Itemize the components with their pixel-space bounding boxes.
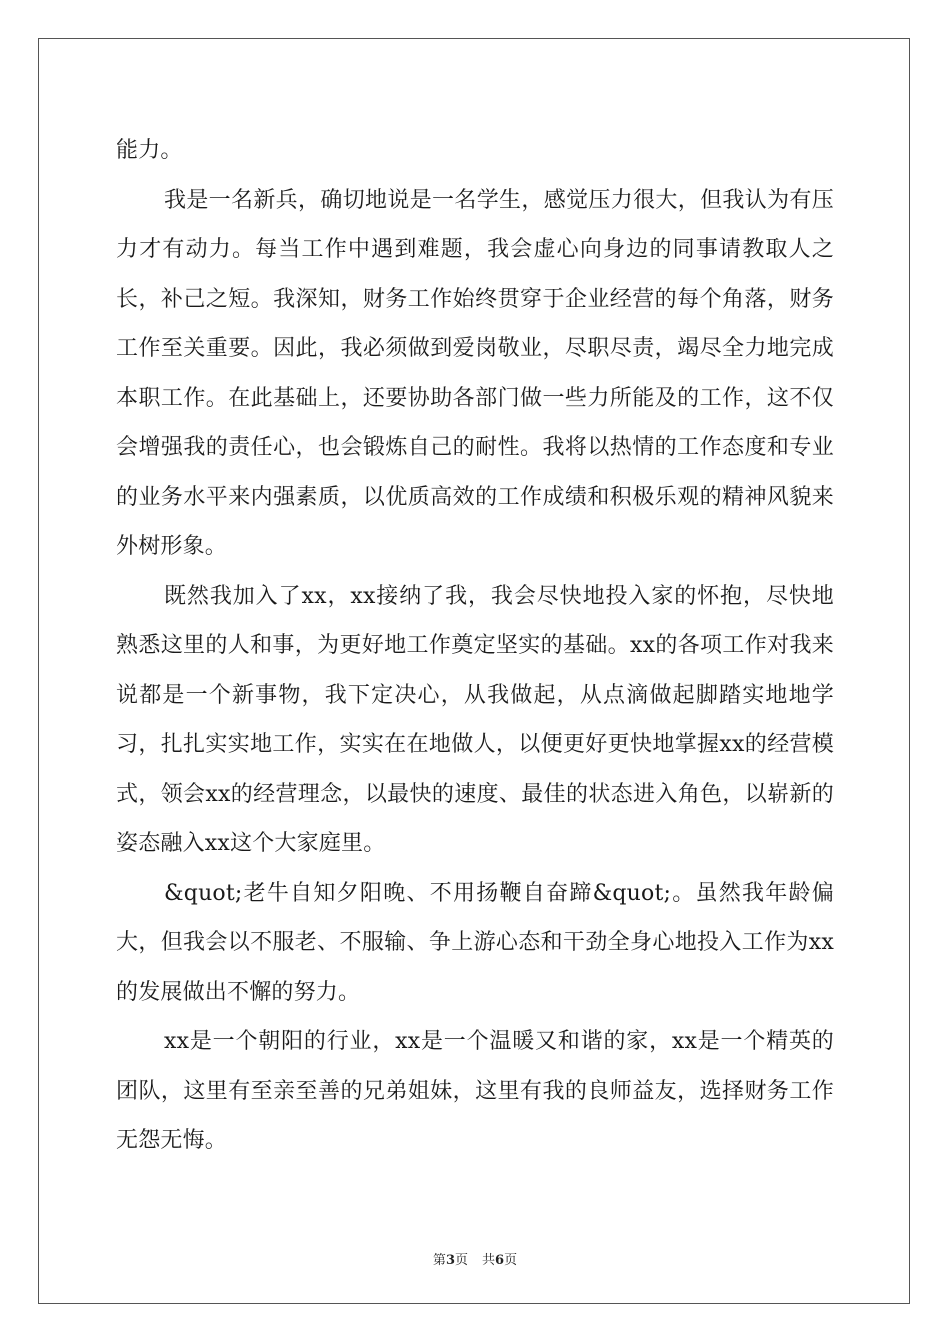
document-body [116, 126, 834, 1166]
footer-page-suffix: 页 [454, 1253, 468, 1268]
paragraph-2: 我是一名新兵，确切地说是一名学生，感觉压力很大，但我认为有压力才有动力。每当工作中遇到难题，我会虚心向身边的同事请教取人之长，补己之短。我深知，财务工作始终贯穿于企业经营的每个角落，财务工作至关重要。因此，我必须做到爱岗敬业，尽职尽责，竭尽全力地完成本职工作。在此基础上，还要协助各部门做一些力所能及的工作，这不仅会增强我的责任心，也会锻炼自己的耐性。我将以热情的工作态度和专业的业务水平来内强素质，以优质高效的工作成绩和积极乐观的精神风貌来外树形象。 [116, 187, 834, 559]
paragraph-3: 既然我加入了xx，xx接纳了我，我会尽快地投入家的怀抱，尽快地熟悉这里的人和事，为更好地工作奠定坚实的基础。xx的各项工作对我来说都是一个新事物，我下定决心，从我做起，从点滴做起脚踏实地地学习，扎扎实实地工作，实实在在地做人，以便更好更快地掌握xx的经营模式，领会xx的经营理念，以最快的速度、最佳的状态进入角色，以崭新的姿态融入xx这个大家庭里。 [116, 583, 834, 856]
current-page-number: 3 [445, 1253, 455, 1268]
paragraph-1: 能力。 [116, 138, 183, 163]
footer-prefix: 第 [432, 1253, 446, 1268]
footer-total-suffix: 页 [504, 1253, 518, 1268]
paragraph-4: &quot;老牛自知夕阳晚、不用扬鞭自奋蹄&quot;。虽然我年龄偏大，但我会以不服老、不服输、争上游心态和干劲全身心地投入工作为xx的发展做出不懈的努力。 [116, 880, 834, 1005]
footer-total-prefix: 共 [482, 1253, 496, 1268]
paragraph-5: xx是一个朝阳的行业，xx是一个温暖又和谐的家，xx是一个精英的团队，这里有至亲至善的兄弟姐妹，这里有我的良师益友，选择财务工作无怨无悔。 [116, 1029, 834, 1153]
page-footer [0, 1249, 950, 1268]
total-pages-number: 6 [495, 1253, 505, 1268]
